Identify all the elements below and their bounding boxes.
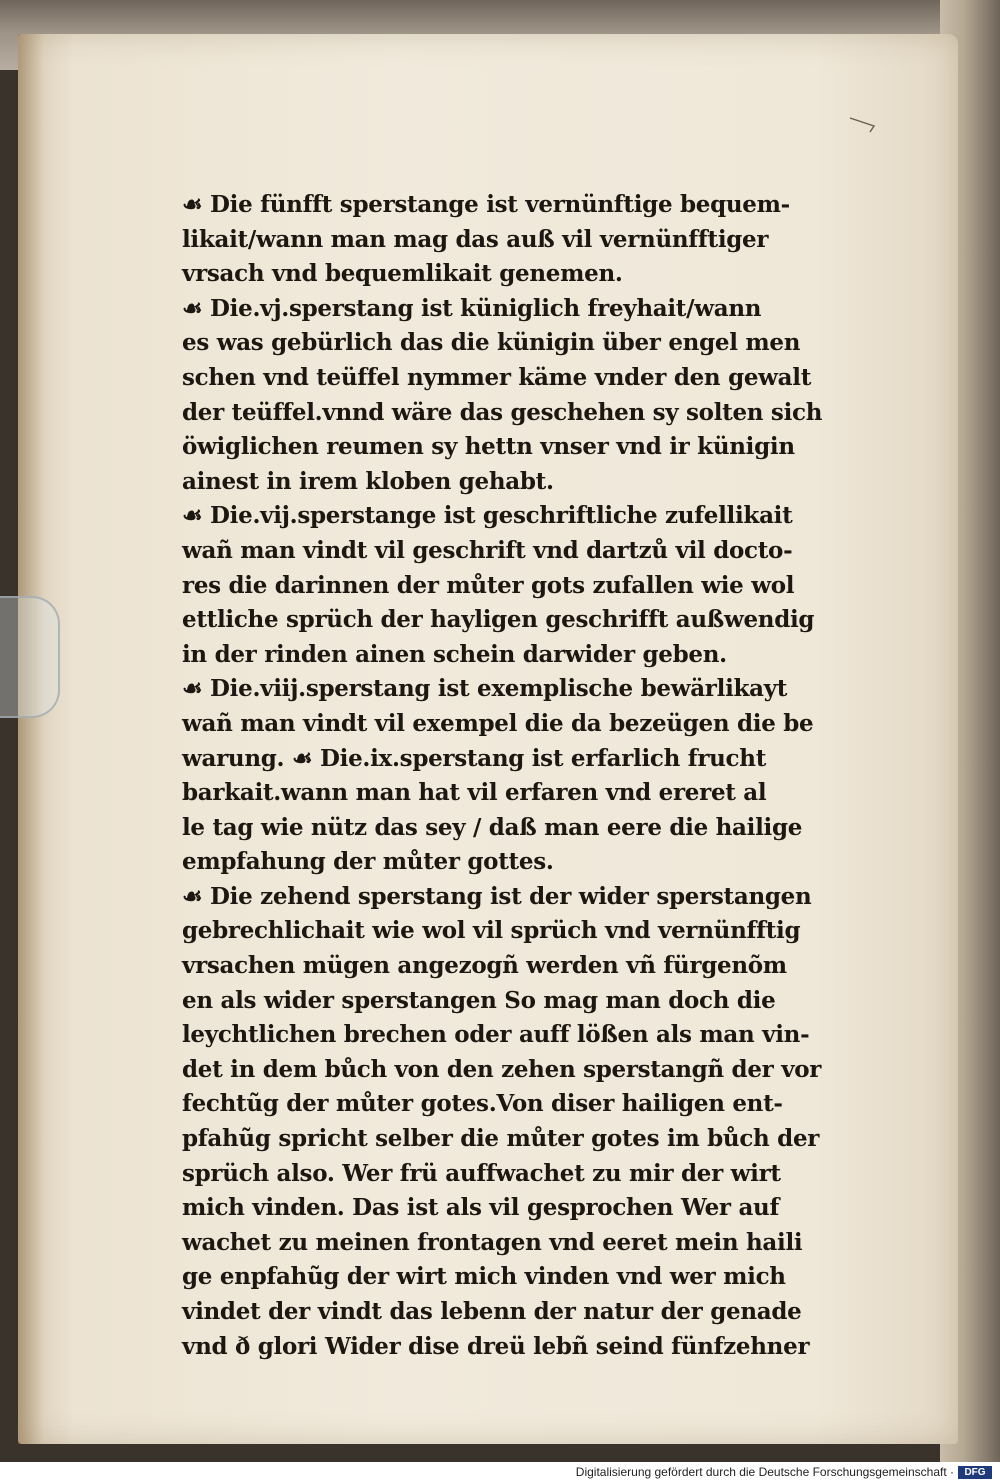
text-line: pfahũg spricht selber die můter gotes im bůch der [182, 1125, 820, 1153]
text-line: vindet der vindt das lebenn der natur der genade [182, 1298, 802, 1325]
text-line: ettliche sprüch der hayligen geschrifft außwendig [182, 606, 815, 634]
text-line: ☙ Die.vj.sperstang ist küniglich freyhait/wann [182, 294, 762, 322]
text-line: ☙ Die.vij.sperstange ist geschriftliche zufellikait [182, 502, 793, 530]
text-line: en als wider sperstangen So mag man doch die [182, 986, 776, 1014]
text-line: leychtlichen brechen oder auff lößen als man vin- [182, 1021, 810, 1049]
page-clip-icon [0, 596, 60, 718]
text-line: vrsach vnd bequemlikait genemen. [182, 260, 623, 288]
text-line: res die darinnen der můter gots zufallen wie wol [182, 571, 795, 599]
text-line: gebrechlichait wie wol vil sprüch vnd vernünfftig [182, 917, 801, 945]
footer-bar [0, 1462, 1000, 1483]
text-line: det in dem bůch von den zehen sperstangñ der vor [182, 1055, 822, 1083]
text-line: barkait.wann man hat vil erfaren vnd ereret al [182, 779, 767, 807]
page-gutter-shadow [18, 34, 44, 1444]
text-line: ☙ Die fünfft sperstange ist vernünftige bequem- [182, 191, 790, 218]
footer-credit: Digitalisierung gefördert durch die Deutsche Forschungsgemeinschaft · [575, 1465, 954, 1479]
text-line: likait/wann man mag das auß vil vernünfftiger [182, 225, 769, 253]
text-line: vnd ð glori Wider dise dreü lebñ seind fünfzehner [182, 1332, 810, 1360]
text-line: wañ man vindt vil geschrift vnd dartzů vil docto- [182, 536, 793, 564]
text-line: wachet zu meinen frontagen vnd eeret mein haili [182, 1228, 803, 1256]
text-line: warung. ☙ Die.ix.sperstang ist erfarlich frucht [182, 744, 767, 772]
text-line: ☙ Die zehend sperstang ist der wider sperstangen [182, 882, 812, 910]
text-line: le tag wie nütz das sey / daß man eere die hailige [182, 813, 803, 841]
text-line: ☙ Die.viij.sperstang ist exemplische bewärlikayt [182, 675, 788, 703]
page-text [182, 188, 852, 1364]
dfg-logo: DFG [958, 1466, 992, 1479]
text-line: es was gebürlich das die künigin über engel men [182, 329, 801, 357]
text-line: öwiglichen reumen sy hettn vnser vnd ir künigin [182, 433, 795, 461]
text-line: empfahung der můter gottes. [182, 848, 554, 876]
text-line: mich vinden. Das ist als vil gesprochen Wer auf [182, 1194, 780, 1222]
text-line: schen vnd teüffel nymmer käme vnder den gewalt [182, 363, 812, 391]
pencil-mark-icon [848, 112, 880, 136]
text-line: sprüch also. Wer frü auffwachet zu mir der wirt [182, 1159, 781, 1187]
text-line: vrsachen mügen angezogñ werden vñ fürgenõm [182, 952, 787, 980]
text-line: in der rinden ainen schein darwider geben. [182, 640, 727, 668]
text-line: fechtũg der můter gotes.Von diser hailigen ent- [182, 1090, 783, 1118]
text-line: wañ man vindt vil exempel die da bezeügen die be [182, 709, 814, 737]
text-line: der teüffel.vnnd wäre das geschehen sy solten sich [182, 398, 823, 426]
text-line: ainest in irem kloben gehabt. [182, 467, 554, 495]
text-line: ge enpfahũg der wirt mich vinden vnd wer mich [182, 1263, 786, 1291]
